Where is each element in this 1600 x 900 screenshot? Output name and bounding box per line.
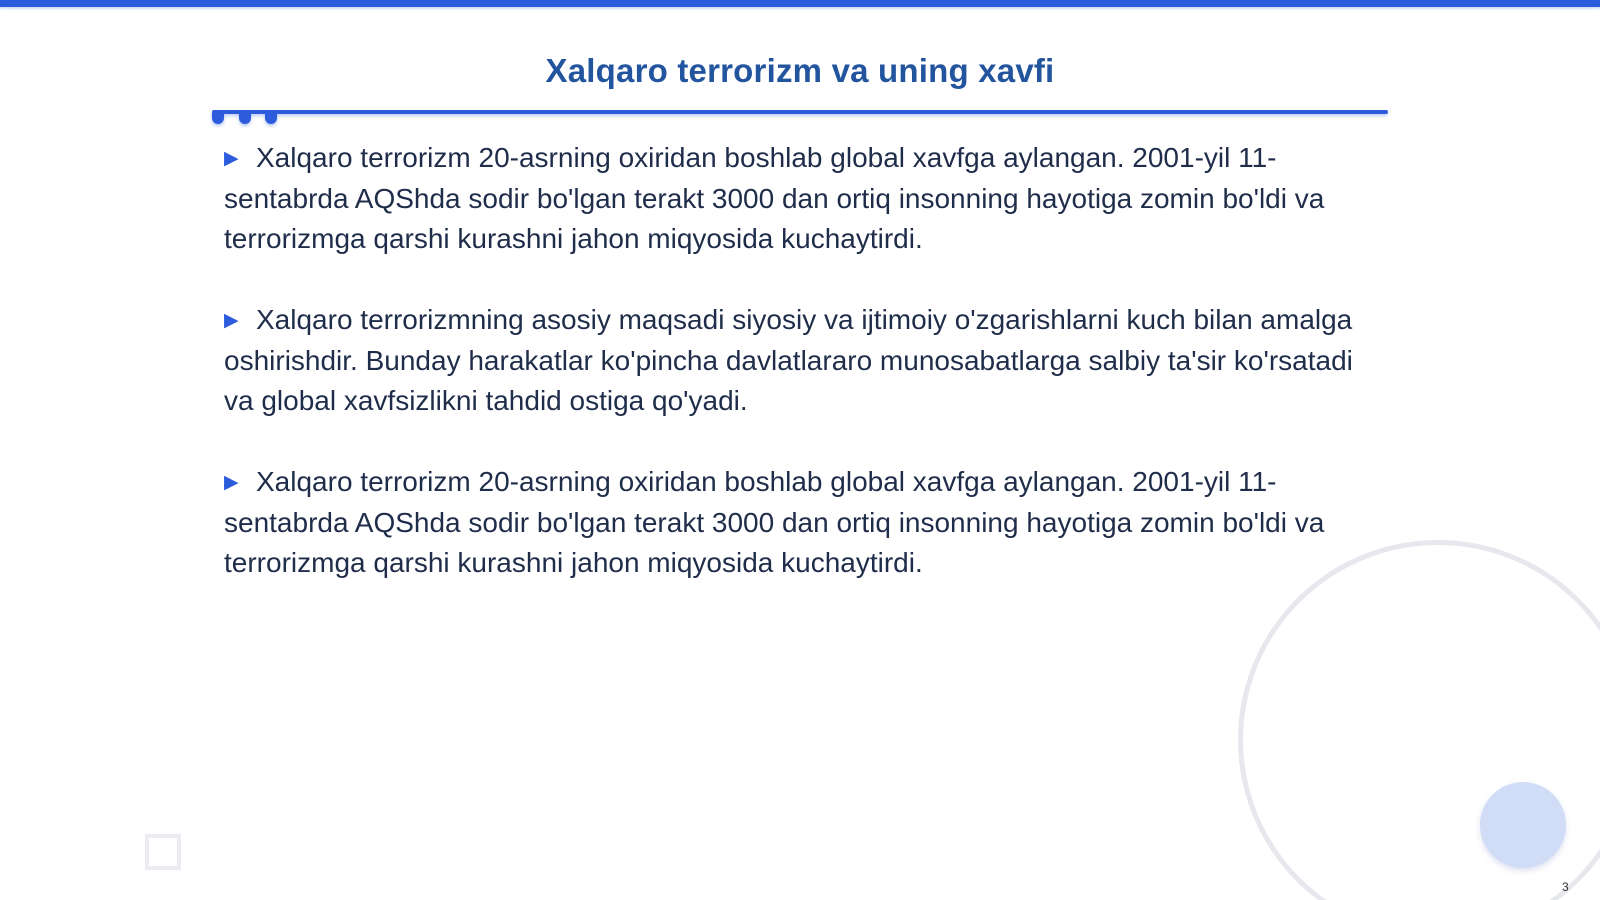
- bullet-text: Xalqaro terrorizm 20-asrning oxiridan boshlab global xavfga aylangan. 2001-yil 11-sentabrda AQShda sodir bo'lgan terakt 3000 dan ortiq insonning hayotiga zomin bo'ldi va terrorizmga qarshi kurashni jahon miqyosida kuchaytirdi.: [224, 142, 1325, 254]
- bullet-item: [224, 462, 1372, 583]
- bullet-item: [224, 300, 1372, 421]
- decor-square: [145, 834, 181, 870]
- decor-dot: [265, 112, 277, 124]
- bullet-list: [224, 138, 1372, 624]
- decor-dot: [212, 112, 224, 124]
- top-accent-bar: [0, 0, 1600, 7]
- decor-dot: [239, 112, 251, 124]
- triangle-right-icon: ▶: [224, 310, 239, 331]
- triangle-right-icon: ▶: [224, 148, 239, 169]
- bullet-text: Xalqaro terrorizm 20-asrning oxiridan boshlab global xavfga aylangan. 2001-yil 11-sentabrda AQShda sodir bo'lgan terakt 3000 dan ortiq insonning hayotiga zomin bo'ldi va terrorizmga qarshi kurashni jahon miqyosida kuchaytirdi.: [224, 466, 1325, 578]
- triangle-right-icon: ▶: [224, 472, 239, 493]
- title-underline: [212, 110, 1388, 114]
- slide-title: Xalqaro terrorizm va uning xavfi: [545, 52, 1055, 89]
- decor-circle: [1480, 782, 1566, 868]
- bullet-item: [224, 138, 1372, 259]
- bullet-text: Xalqaro terrorizmning asosiy maqsadi siyosiy va ijtimoiy o'zgarishlarni kuch bilan amalga oshirishdir. Bunday harakatlar ko'pincha davlatlararo munosabatlarga salbiy ta'sir ko'rsatadi va global xavfsizlikni tahdid ostiga qo'yadi.: [224, 304, 1353, 416]
- page-number: 3: [1562, 880, 1569, 894]
